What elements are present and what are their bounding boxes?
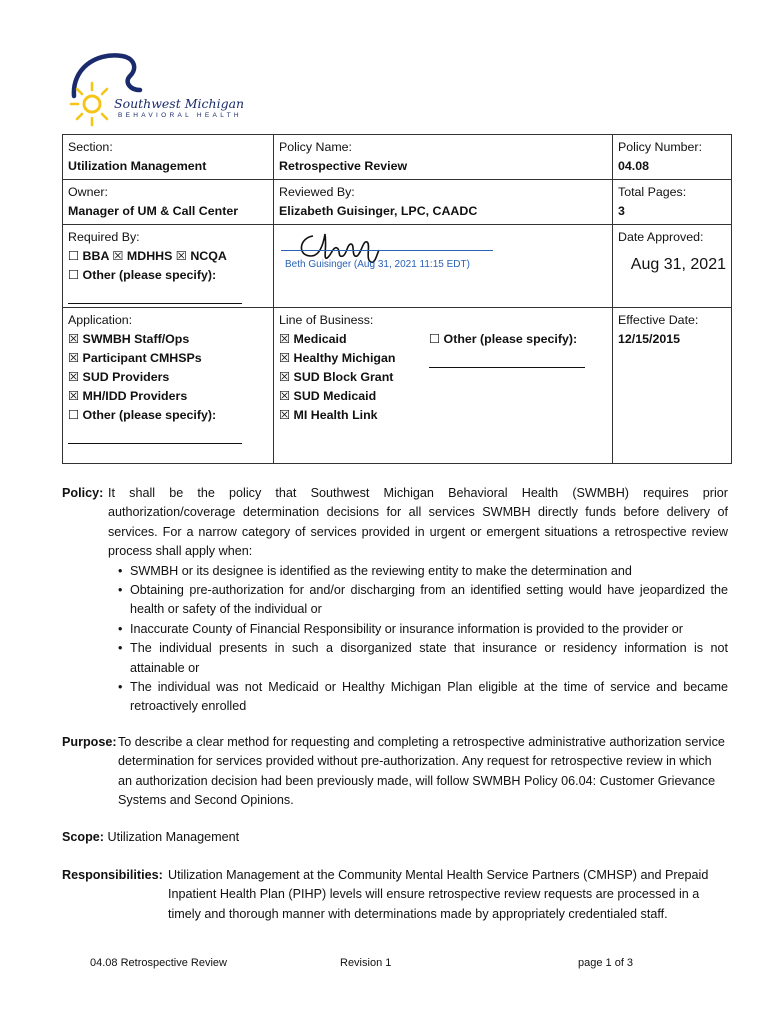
signature-caption: Beth Guisinger (Aug 31, 2021 11:15 EDT) xyxy=(285,259,470,270)
section-label: Section: xyxy=(68,140,113,154)
application-cell xyxy=(63,308,274,464)
lob-item: ☒ SUD Medicaid xyxy=(279,389,377,403)
section-value: Utilization Management xyxy=(68,159,207,173)
effective-date-value: 12/15/2015 xyxy=(618,332,681,346)
application-item: ☐ Other (please specify): xyxy=(68,408,217,422)
policy-section xyxy=(62,484,728,717)
list-item: • SWMBH or its designee is identified as the reviewing entity to make the determination and xyxy=(118,562,728,581)
list-item: • The individual presents in such a disorganized state that insurance or residency information is not attainable or xyxy=(118,639,728,678)
lob-item: ☒ MI Health Link xyxy=(279,408,378,422)
footer-page-number: page 1 of 3 xyxy=(578,957,634,969)
effective-date-label: Effective Date: xyxy=(618,313,699,327)
policy-number-value: 04.08 xyxy=(618,159,650,173)
policy-name-value: Retrospective Review xyxy=(279,159,408,173)
total-pages-label: Total Pages: xyxy=(618,185,687,199)
owner-label: Owner: xyxy=(68,185,108,199)
responsibilities-section xyxy=(62,866,728,924)
responsibilities-label: Responsibilities: xyxy=(62,868,163,882)
purpose-section xyxy=(62,733,728,811)
policy-name-label: Policy Name: xyxy=(279,140,352,154)
application-item: ☒ MH/IDD Providers xyxy=(68,389,188,403)
required-by-options: ☐ BBA ☒ MDHHS ☒ NCQA xyxy=(68,249,227,263)
lob-label: Line of Business: xyxy=(279,313,374,327)
required-by-label: Required By: xyxy=(68,230,140,244)
list-item: • Obtaining pre-authorization for and/or discharging from an identified setting would have jeopardized the health or safety of the individual or xyxy=(118,581,728,620)
effective-date-cell xyxy=(613,308,732,464)
lob-item: ☒ SUD Block Grant xyxy=(279,370,394,384)
total-pages-cell xyxy=(613,180,732,225)
footer-left: 04.08 Retrospective Review xyxy=(90,957,227,969)
application-item: ☒ SUD Providers xyxy=(68,370,170,384)
date-approved-cell xyxy=(613,225,732,308)
scope-label: Scope: xyxy=(62,830,104,844)
logo-name: Southwest Michigan xyxy=(114,96,245,111)
list-item: • Inaccurate County of Financial Responsibility or insurance information is provided to the provider or xyxy=(118,620,728,639)
section-cell xyxy=(63,135,274,180)
required-by-other: ☐ Other (please specify): xyxy=(68,268,217,282)
scope-section xyxy=(62,828,728,847)
policy-name-cell xyxy=(274,135,613,180)
date-approved-label: Date Approved: xyxy=(618,230,704,244)
lob-other-blank xyxy=(429,355,585,368)
policy-text: It shall be the policy that Southwest Michigan Behavioral Health (SWMBH) requires prior authorization/coverage determination decisions for all services SWMBH directly funds before delivery of services. For a narrow category of services provided in urgent or emergent situations a retrospective review process shall apply when: xyxy=(108,486,728,559)
required-by-other-blank xyxy=(68,291,242,304)
application-item: ☒ SWMBH Staff/Ops xyxy=(68,332,190,346)
responsibilities-text: Utilization Management at the Community Mental Health Service Partners (CMHSP) and Prepaid Inpatient Health Plan (PIHP) levels will ensure retrospective review requests are processed in a timely and thorough manner with determinations made by appropriately credentialed staff. xyxy=(168,868,709,921)
reviewed-by-cell xyxy=(274,180,613,225)
lob-other: ☐ Other (please specify): xyxy=(429,332,578,346)
date-approved-value: Aug 31, 2021 xyxy=(630,256,726,273)
application-other-blank xyxy=(68,431,242,444)
owner-value: Manager of UM & Call Center xyxy=(68,204,239,218)
required-by-cell xyxy=(63,225,274,308)
purpose-label: Purpose: xyxy=(62,735,117,749)
policy-number-cell xyxy=(613,135,732,180)
signature-cell xyxy=(274,225,613,308)
policy-bullets xyxy=(118,562,728,717)
purpose-text: To describe a clear method for requesting and completing a retrospective administrative authorization service determination for services provided without pre-authorization. Any request for retrospective review in which an authorization decision had been previously made, will follow SWMBH Policy 06.04: Customer Grievance Systems and Second Opinions. xyxy=(118,735,725,808)
reviewed-by-label: Reviewed By: xyxy=(279,185,355,199)
application-label: Application: xyxy=(68,313,133,327)
policy-number-label: Policy Number: xyxy=(618,140,703,154)
footer-center: Revision 1 xyxy=(340,957,392,969)
line-of-business-cell xyxy=(274,308,613,464)
lob-item: ☒ Medicaid xyxy=(279,332,347,346)
list-item: • The individual was not Medicaid or Healthy Michigan Plan eligible at the time of service and became retroactively enrolled xyxy=(118,678,728,717)
scope-text: Utilization Management xyxy=(107,830,240,844)
owner-cell xyxy=(63,180,274,225)
lob-item: ☒ Healthy Michigan xyxy=(279,351,396,365)
logo-subtitle: BEHAVIORAL HEALTH xyxy=(118,112,242,119)
reviewed-by-value: Elizabeth Guisinger, LPC, CAADC xyxy=(279,204,478,218)
total-pages-value: 3 xyxy=(618,204,625,218)
policy-header-table xyxy=(62,134,732,464)
signature-line xyxy=(281,250,493,251)
policy-label: Policy: xyxy=(62,486,104,500)
application-item: ☒ Participant CMHSPs xyxy=(68,351,202,365)
